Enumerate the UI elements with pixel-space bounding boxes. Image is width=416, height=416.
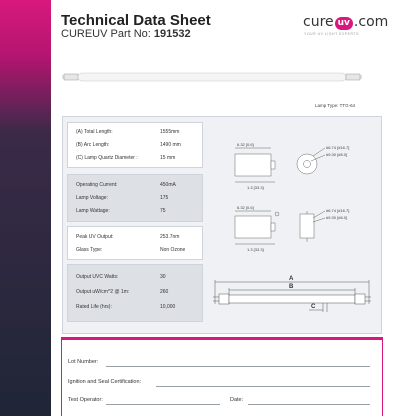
spec-row: Glass Type: Non Ozone	[76, 247, 186, 253]
logo-pre: cure	[303, 14, 334, 30]
output-block	[67, 264, 203, 322]
dim-label: 1.3 [33.3]	[247, 185, 264, 190]
operator-label: Test Operator:	[68, 397, 103, 403]
base-drawing-top	[235, 148, 325, 182]
part-number: 191532	[153, 28, 191, 40]
dim-label: #6.74 [#16.7]	[326, 208, 350, 213]
lot-number-label: Lot Number:	[68, 359, 99, 365]
uv-block	[67, 226, 203, 260]
lot-form	[61, 337, 383, 416]
cureuv-logo	[303, 14, 388, 30]
base-drawing-bottom	[235, 211, 325, 244]
dim-label: 6.32 [0.6]	[237, 142, 254, 147]
date-label: Date:	[230, 397, 244, 403]
spec-row: Peak UV Output: 253.7nm	[76, 234, 180, 240]
logo-badge: uv	[335, 17, 353, 30]
spec-row: (C) Lamp Quartz Diameter : 15 mm	[76, 155, 176, 161]
dimensions-block	[67, 122, 203, 168]
dim-label: 6.32 [0.6]	[237, 205, 254, 210]
spec-row: Operating Current: 450mA	[76, 182, 176, 188]
lamp-type: Lamp Type: TTG-64	[315, 103, 356, 108]
diagram-label-a: A	[289, 276, 294, 282]
part-number-line	[61, 28, 191, 40]
sidebar-band	[0, 0, 51, 416]
logo-post: .com	[353, 14, 389, 30]
dim-label: #9.30 [#6.0]	[326, 215, 348, 220]
lamp-illustration	[62, 70, 362, 84]
dim-label: 1.3 [33.3]	[247, 247, 264, 252]
ignition-label: Ignition and Seal Certification:	[68, 379, 142, 385]
technical-drawings	[205, 118, 381, 332]
date-field[interactable]	[248, 404, 370, 405]
diagram-label-c: C	[311, 304, 316, 310]
ignition-field[interactable]	[156, 386, 370, 387]
spec-row: (A) Total Length: 1555mm	[76, 129, 180, 135]
spec-row: Output UVC Watts: 30	[76, 274, 166, 280]
part-prefix: CUREUV Part No:	[61, 28, 151, 40]
spec-row: Rated Life (hrs): 10,000	[76, 304, 176, 310]
spec-row: Output uW/cm^2 @ 1m: 260	[76, 289, 169, 295]
logo-tagline: YOUR UV LIGHT EXPERTS	[304, 32, 359, 36]
diagram-label-b: B	[289, 284, 294, 290]
page-title: Technical Data Sheet	[61, 12, 211, 29]
electrical-block	[67, 174, 203, 222]
spec-column	[62, 116, 203, 334]
spec-row: (B) Arc Length: 1490 mm	[76, 142, 181, 148]
spec-row: Lamp Wattage: 75	[76, 208, 166, 214]
dim-label: #9.30 [#6.0]	[326, 152, 348, 157]
dim-label: #6.74 [#16.7]	[326, 145, 350, 150]
operator-field[interactable]	[106, 404, 220, 405]
lot-number-field[interactable]	[106, 366, 370, 367]
spec-row: Lamp Voltage: 175	[76, 195, 169, 201]
